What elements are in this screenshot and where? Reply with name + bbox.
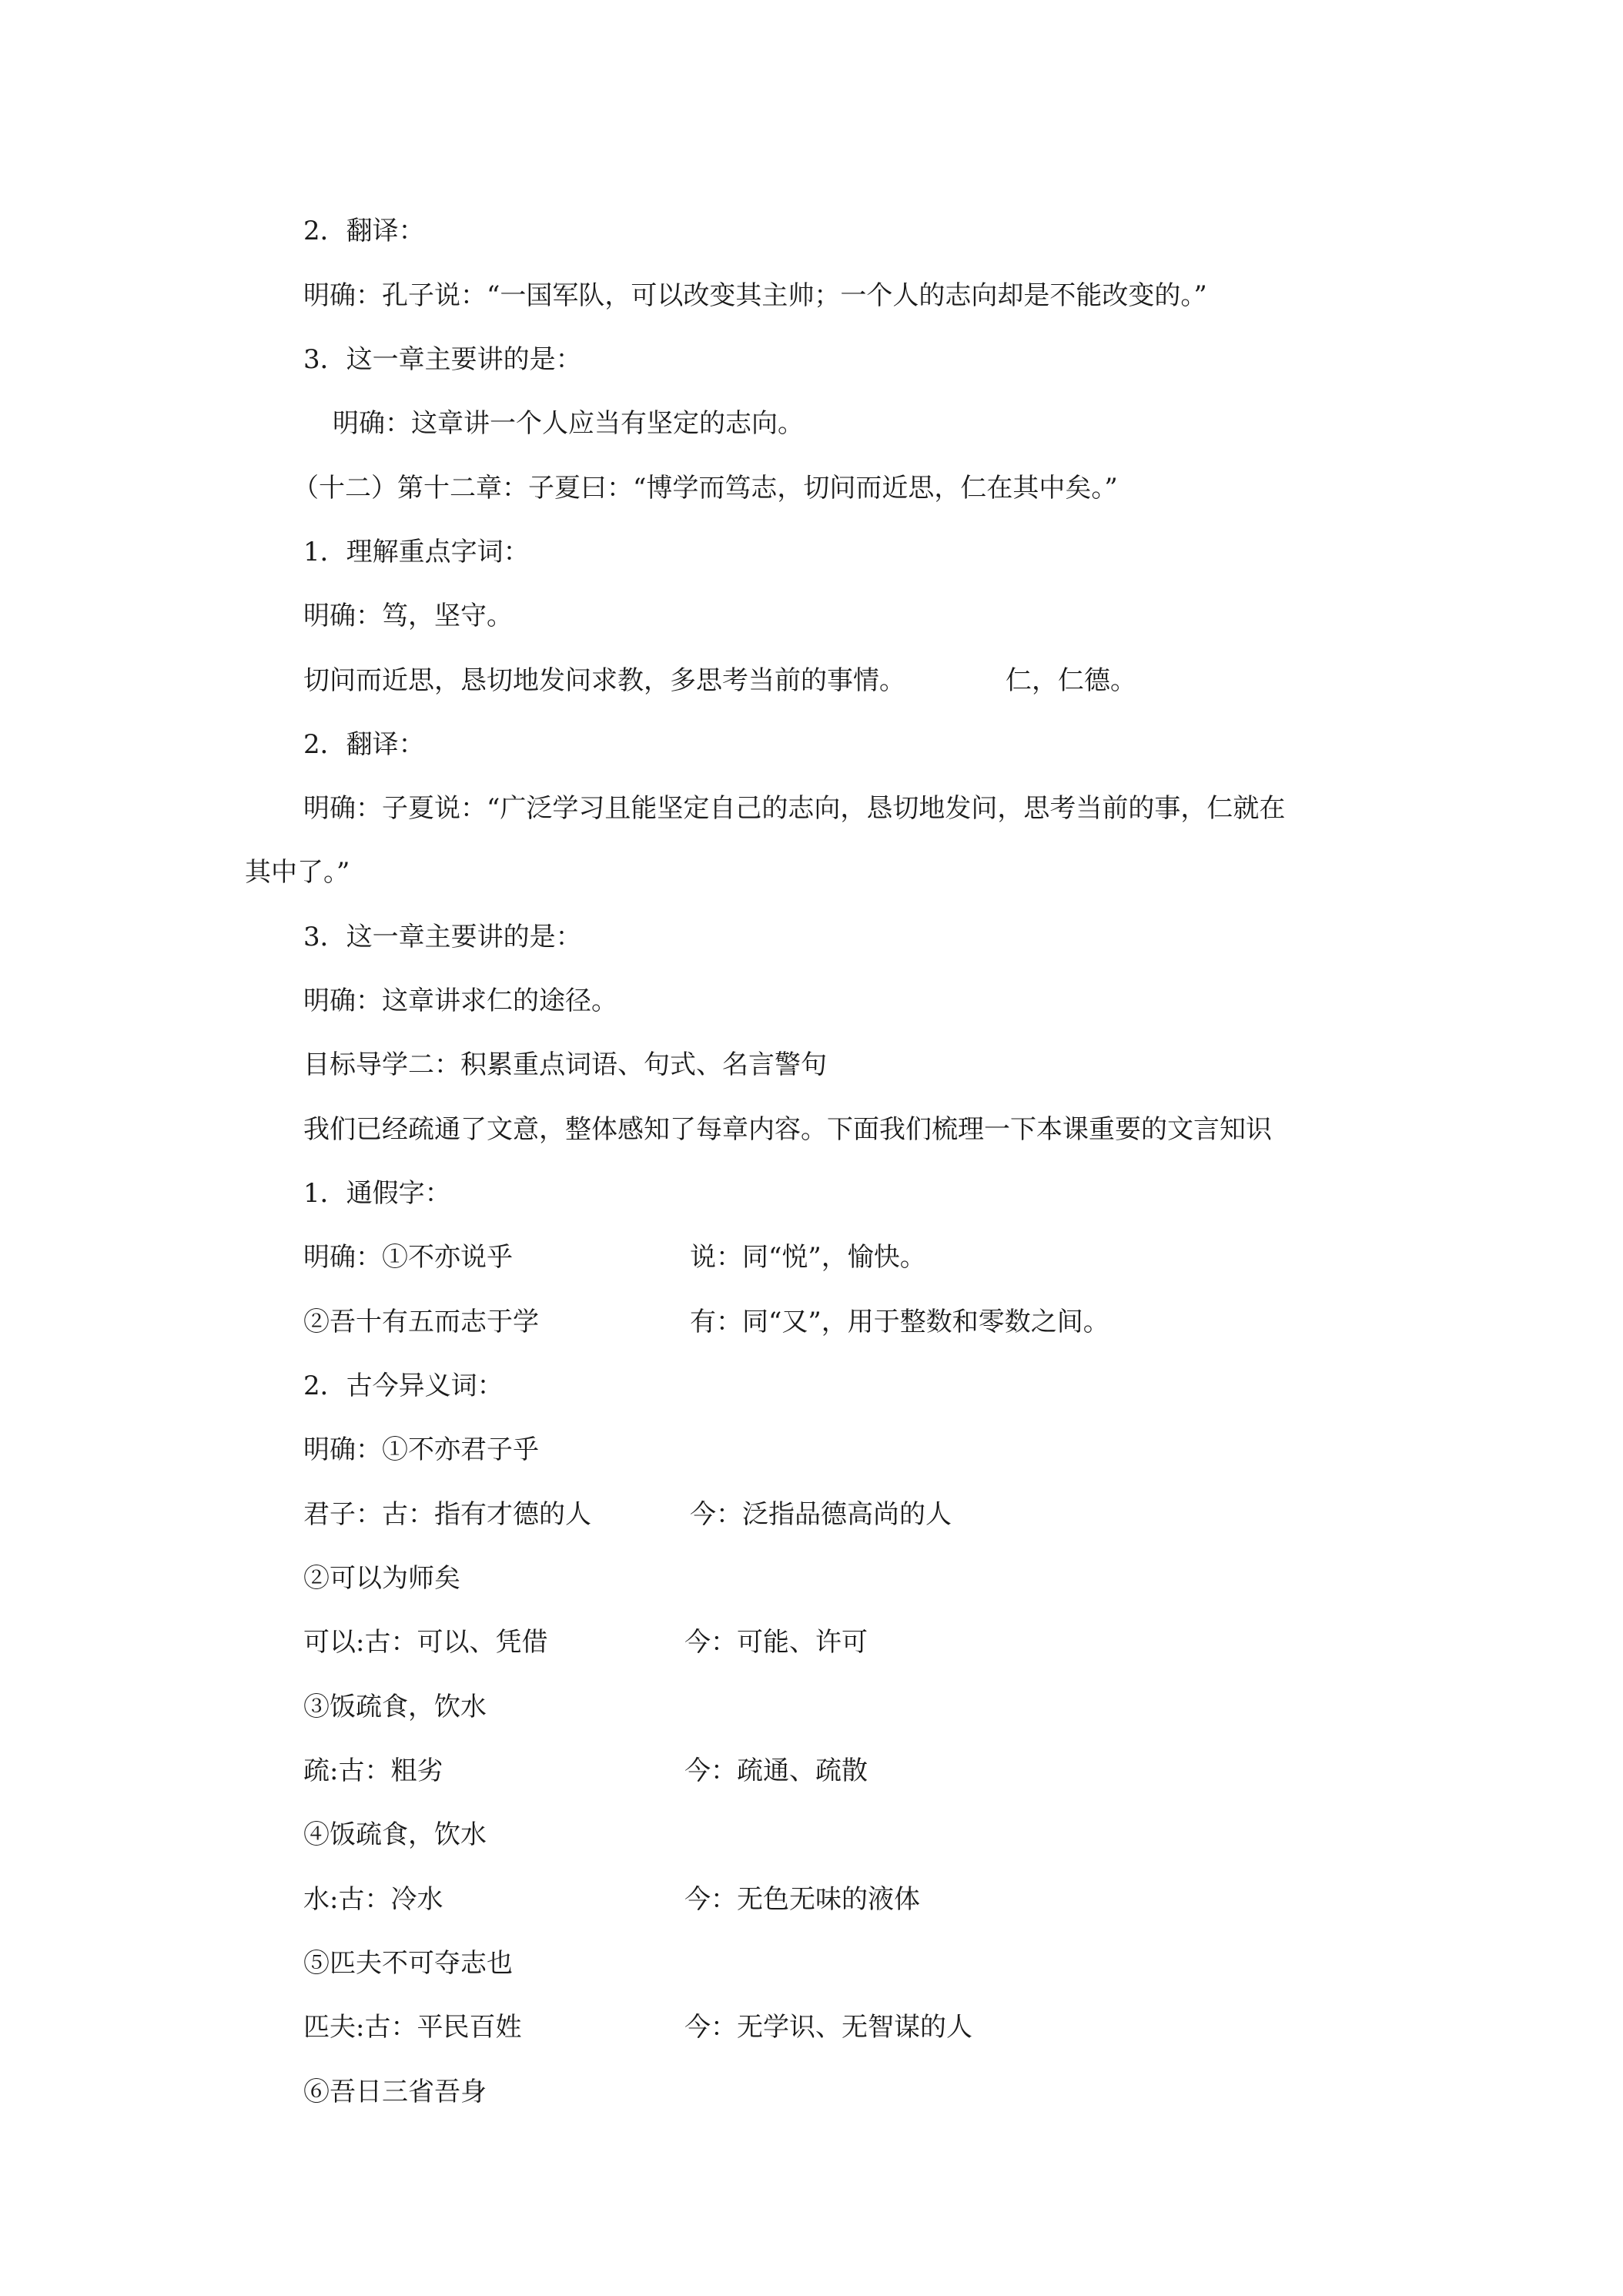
translation-11: 明确：孔子说：“一国军队，可以改变其主帅；一个人的志向却是不能改变的。” <box>303 280 1207 311</box>
gujin-example-1: 明确：①不亦君子乎 <box>303 1434 539 1465</box>
section-goal-2: 目标导学二：积累重点词语、句式、名言警句 <box>303 1049 827 1080</box>
chapter-12-title: （十二）第十二章：子夏曰：“博学而笃志，切问而近思，仁在其中矣。” <box>293 473 1118 504</box>
tongjia-example-1: 明确：①不亦说乎 <box>303 1242 513 1273</box>
gujin-ancient-1: 君子：古：指有才德的人 <box>303 1499 591 1530</box>
intro-paragraph: 我们已经疏通了文意，整体感知了每章内容。下面我们梳理一下本课重要的文言知识 <box>303 1114 1272 1145</box>
gujin-modern-5: 今：无学识、无智谋的人 <box>684 2012 972 2043</box>
key-word-du: 明确：笃，坚守。 <box>303 601 513 631</box>
key-word-qiewen: 切问而近思，恳切地发问求教，多思考当前的事情。 <box>303 665 905 696</box>
key-word-ren: 仁，仁德。 <box>1006 665 1136 696</box>
gujin-modern-1: 今：泛指品德高尚的人 <box>690 1499 952 1530</box>
gujin-modern-2: 今：可能、许可 <box>684 1627 868 1658</box>
tongjia-explain-1: 说：同“悦”，愉快。 <box>690 1242 926 1273</box>
gujin-example-3: ③饭疏食，饮水 <box>303 1692 487 1722</box>
gujin-example-6: ⑥吾日三省吾身 <box>303 2077 487 2107</box>
heading-translation-11: 2．翻译： <box>303 216 425 246</box>
translation-12-line1: 明确：子夏说：“广泛学习且能坚定自己的志向，恳切地发问，思考当前的事，仁就在 <box>303 793 1286 824</box>
tongjia-explain-2: 有：同“又”，用于整数和零数之间。 <box>690 1307 1109 1337</box>
heading-main-idea-12: 3．这一章主要讲的是： <box>303 922 582 952</box>
gujin-modern-4: 今：无色无味的液体 <box>684 1884 920 1915</box>
gujin-example-5: ⑤匹夫不可夺志也 <box>303 1948 513 1979</box>
gujin-ancient-5: 匹夫:古：平民百姓 <box>303 2012 522 2043</box>
heading-key-words-12: 1．理解重点字词： <box>303 537 530 567</box>
main-idea-12: 明确：这章讲求仁的途径。 <box>303 986 617 1016</box>
gujin-example-4: ④饭疏食，饮水 <box>303 1819 487 1850</box>
gujin-ancient-2: 可以:古：可以、凭借 <box>303 1627 548 1658</box>
gujin-ancient-4: 水:古：冷水 <box>303 1884 443 1915</box>
gujin-modern-3: 今：疏通、疏散 <box>684 1755 868 1786</box>
tongjia-example-2: ②吾十有五而志于学 <box>303 1307 539 1337</box>
gujin-example-2: ②可以为师矣 <box>303 1563 460 1594</box>
translation-12-line2: 其中了。” <box>245 857 350 888</box>
heading-main-idea-11: 3．这一章主要讲的是： <box>303 344 582 375</box>
heading-gujin-yiyi: 2．古今异义词： <box>303 1371 504 1401</box>
heading-translation-12: 2．翻译： <box>303 729 425 760</box>
gujin-ancient-3: 疏:古：粗劣 <box>303 1755 443 1786</box>
heading-tongjiazi: 1．通假字： <box>303 1178 451 1209</box>
main-idea-11: 明确：这章讲一个人应当有坚定的志向。 <box>333 408 804 439</box>
